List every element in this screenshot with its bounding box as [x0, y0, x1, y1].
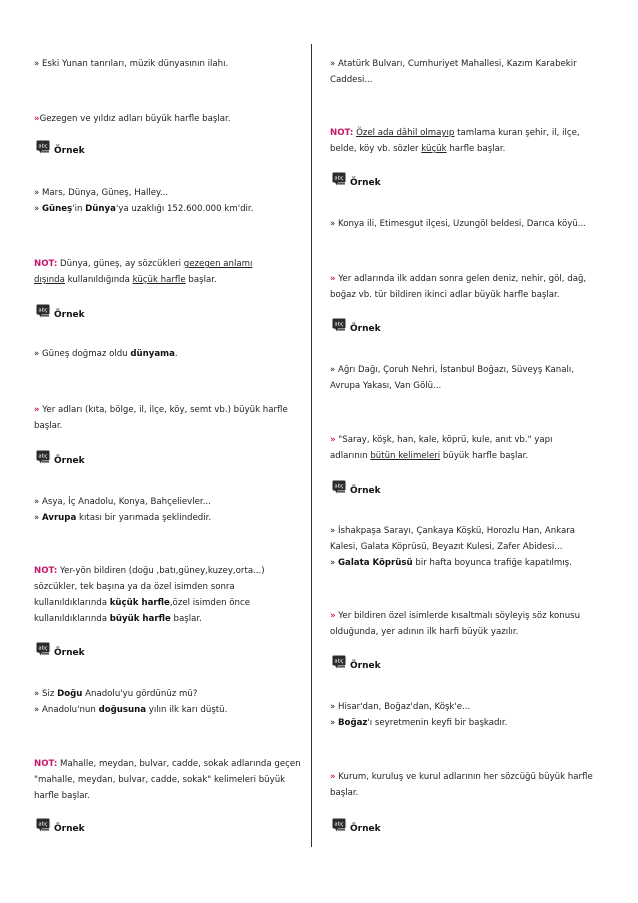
right-rule-4: » Kurum, kuruluş ve kurul adlarının her sözcüğü büyük harfle başlar. — [330, 772, 593, 798]
rule-marker: » — [34, 114, 40, 124]
left-note-2: NOT: Yer-yön bildiren (doğu ,batı,güney,kuzey,orta...) sözcükler, tek başına ya da özel isimden sonra kullanıldıklarında küçük harfle,özel isimden önce kullanıldıklarında büyük harfle başlar. — [34, 566, 265, 624]
example-icon — [332, 818, 346, 832]
left-rule-1: »Gezegen ve yıldız adları büyük harfle başlar. — [34, 114, 231, 124]
left-example-4: » Siz Doğu Anadolu'yu gördünüz mü? » Anadolu'nun doğusuna yılın ilk karı düştü. — [34, 689, 228, 715]
right-rule-3: » Yer bildiren özel isimlerde kısaltmalı söyleyiş söz konusu olduğunda, yer adının ilk harfi büyük yazılır. — [330, 611, 581, 637]
right-note-1: NOT: Özel ada dâhil olmayıp tamlama kuran şehir, il, ilçe, belde, köy vb. sözler küçük harfle başlar. — [330, 128, 580, 154]
right-example-1: » Atatürk Bulvarı, Cumhuriyet Mahallesi, Kazım Karabekir Caddesi... — [330, 59, 577, 85]
left-example-2: » Güneş doğmaz oldu dünyama. — [34, 349, 178, 359]
example-icon — [36, 818, 50, 832]
right-example-3: » Ağrı Dağı, Çoruh Nehri, İstanbul Boğazı, Süveyş Kanalı, Avrupa Yakası, Van Gölü... — [330, 365, 575, 391]
right-rule-1: » Yer adlarında ilk addan sonra gelen deniz, nehir, göl, dağ, boğaz vb. tür bildiren ikinci adlar büyük harfle başlar. — [330, 274, 587, 300]
right-rule-2: » "Saray, köşk, han, kale, köprü, kule, anıt vb." yapı adlarının bütün kelimeleri büyük harfle başlar. — [330, 435, 553, 461]
example-icon — [332, 318, 346, 332]
left-example-3: » Asya, İç Anadolu, Konya, Bahçelievler... » Avrupa kıtası bir yarımada şeklindedir. — [34, 497, 212, 523]
left-note-1: NOT: Dünya, güneş, ay sözcükleri gezegen anlamı dışında kullanıldığında küçük harfle başlar. — [34, 259, 253, 285]
right-example-2: » Konya ili, Etimesgut ilçesi, Uzungöl beldesi, Darıca köyü... — [330, 219, 586, 229]
left-item-1: » Eski Yunan tanrıları, müzik dünyasının ilahı. — [34, 59, 229, 69]
example-icon — [332, 172, 346, 186]
example-icon — [332, 655, 346, 669]
example-icon — [36, 450, 50, 464]
left-rule-2: » Yer adları (kıta, bölge, il, ilçe, köy, semt vb.) büyük harfle başlar. — [34, 405, 288, 431]
example-icon — [36, 642, 50, 656]
left-note-3: NOT: Mahalle, meydan, bulvar, cadde, sokak adlarında geçen "mahalle, meydan, bulvar, cadde, sokak" kelimeleri büyük harfle başlar. — [34, 759, 301, 801]
left-example-1: » Mars, Dünya, Güneş, Halley... » Güneş'in Dünya'ya uzaklığı 152.600.000 km'dir. — [34, 188, 254, 214]
right-example-4: » İshakpaşa Sarayı, Çankaya Köşkü, Horozlu Han, Ankara Kalesi, Galata Köprüsü, Beyazıt Kulesi, Zafer Abidesi... » Galata Köprüsü bir hafta boyunca trafiğe kapatılmış. — [330, 526, 576, 568]
example-icon — [332, 480, 346, 494]
right-example-5: » Hisar'dan, Boğaz'dan, Köşk'e... » Boğaz'ı seyretmenin keyfi bir başkadır. — [330, 702, 508, 728]
column-divider — [311, 44, 312, 847]
example-icon — [36, 140, 50, 154]
example-icon — [36, 304, 50, 318]
